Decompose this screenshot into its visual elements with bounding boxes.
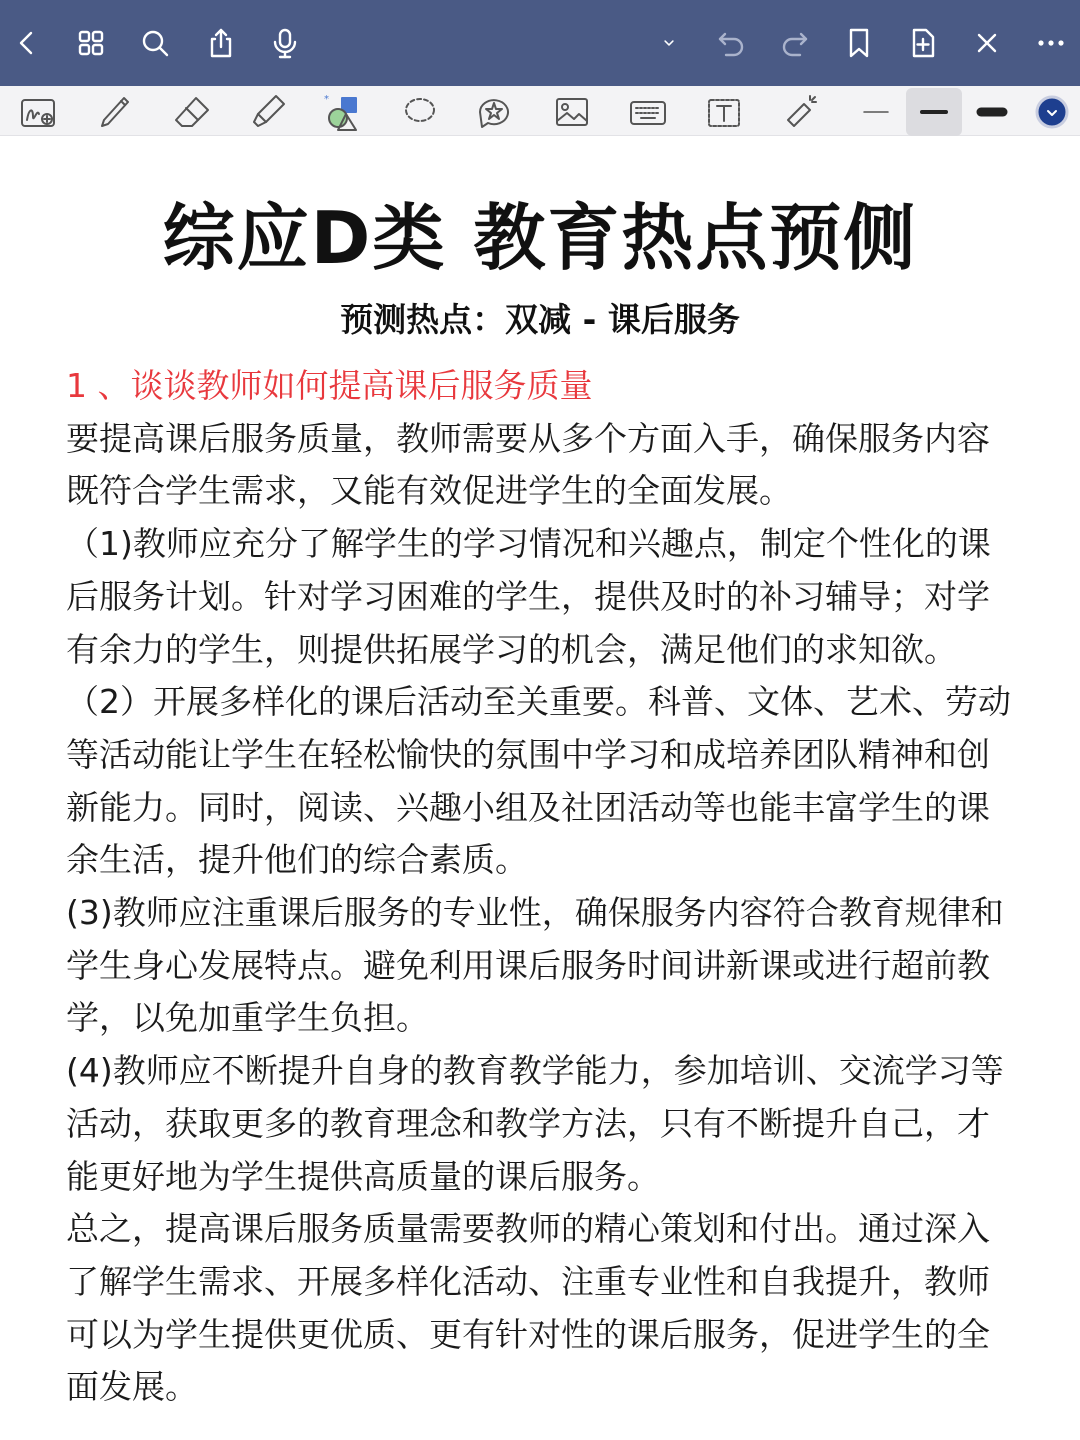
paragraph: (3)教师应注重课后服务的专业性，确保服务内容符合教育规律和学生身心发展特点。避免利用课后服务时间讲新课或进行超前教学，以免加重学生负担。 xyxy=(66,893,1004,1038)
paragraph: 要提高课后服务质量，教师需要从多个方面入手，确保服务内容既符合学生需求，又能有效促进学生的全面发展。 xyxy=(66,418,990,511)
document-body xyxy=(66,360,1018,1414)
sticker-icon[interactable] xyxy=(466,88,522,136)
grid-icon[interactable] xyxy=(66,18,116,68)
pen-icon[interactable] xyxy=(86,88,142,136)
svg-text:*: * xyxy=(324,94,329,105)
page-title: 综应D类 教育热点预侧 xyxy=(162,196,918,280)
back-icon[interactable] xyxy=(2,18,52,68)
thick-stroke-icon[interactable] xyxy=(964,88,1020,136)
microphone-icon[interactable] xyxy=(260,18,310,68)
keyboard-icon[interactable] xyxy=(620,88,676,136)
paragraph: (4)教师应不断提升自身的教育教学能力，参加培训、交流学习等活动，获取更多的教育理念和教学方法，只有不断提升自己，才能更好地为学生提供高质量的课后服务。 xyxy=(66,1051,1004,1196)
eraser-icon[interactable] xyxy=(164,88,220,136)
thin-stroke-icon[interactable] xyxy=(848,88,904,136)
more-icon[interactable] xyxy=(1026,18,1076,68)
drawing-toolbar xyxy=(0,86,1080,136)
color-picker-icon[interactable] xyxy=(1024,88,1080,136)
medium-stroke-icon[interactable] xyxy=(906,88,962,136)
handwriting-to-text-icon[interactable] xyxy=(10,88,66,136)
paragraph: （1)教师应充分了解学生的学习情况和兴趣点，制定个性化的课后服务计划。针对学习困难的学生，提供及时的补习辅导；对学有余力的学生，则提供拓展学习的机会，满足他们的求知欲。 xyxy=(66,524,991,669)
bookmark-icon[interactable] xyxy=(834,18,884,68)
shapes-icon[interactable] xyxy=(314,88,370,136)
laser-pointer-icon[interactable] xyxy=(772,88,828,136)
chevron-down-icon[interactable] xyxy=(644,18,694,68)
share-icon[interactable] xyxy=(196,18,246,68)
highlighter-icon[interactable] xyxy=(240,88,296,136)
image-icon[interactable] xyxy=(544,88,600,136)
paragraph: （2）开展多样化的课后活动至关重要。科普、文体、艺术、劳动等活动能让学生在轻松愉快的氛围中学习和成培养团队精神和创新能力。同时，阅读、兴趣小组及社团活动等也能丰富学生的课余生活，提升他们的综合素质。 xyxy=(66,682,1011,880)
close-icon[interactable] xyxy=(962,18,1012,68)
lasso-icon[interactable] xyxy=(392,88,448,136)
document-page[interactable] xyxy=(0,136,1080,1440)
search-icon[interactable] xyxy=(130,18,180,68)
question-heading: 1 、谈谈教师如何提高课后服务质量 xyxy=(66,366,593,405)
text-box-icon[interactable] xyxy=(696,88,752,136)
paragraph: 总之，提高课后服务质量需要教师的精心策划和付出。通过深入了解学生需求、开展多样化活动、注重专业性和自我提升，教师可以为学生提供更优质、更有针对性的课后服务，促进学生的全面发展。 xyxy=(66,1209,990,1407)
redo-icon[interactable] xyxy=(770,18,820,68)
add-page-icon[interactable] xyxy=(898,18,948,68)
undo-icon[interactable] xyxy=(706,18,756,68)
page-subtitle: 预测热点：双减 - 课后服务 xyxy=(340,300,740,339)
top-navigation-bar xyxy=(0,0,1080,86)
